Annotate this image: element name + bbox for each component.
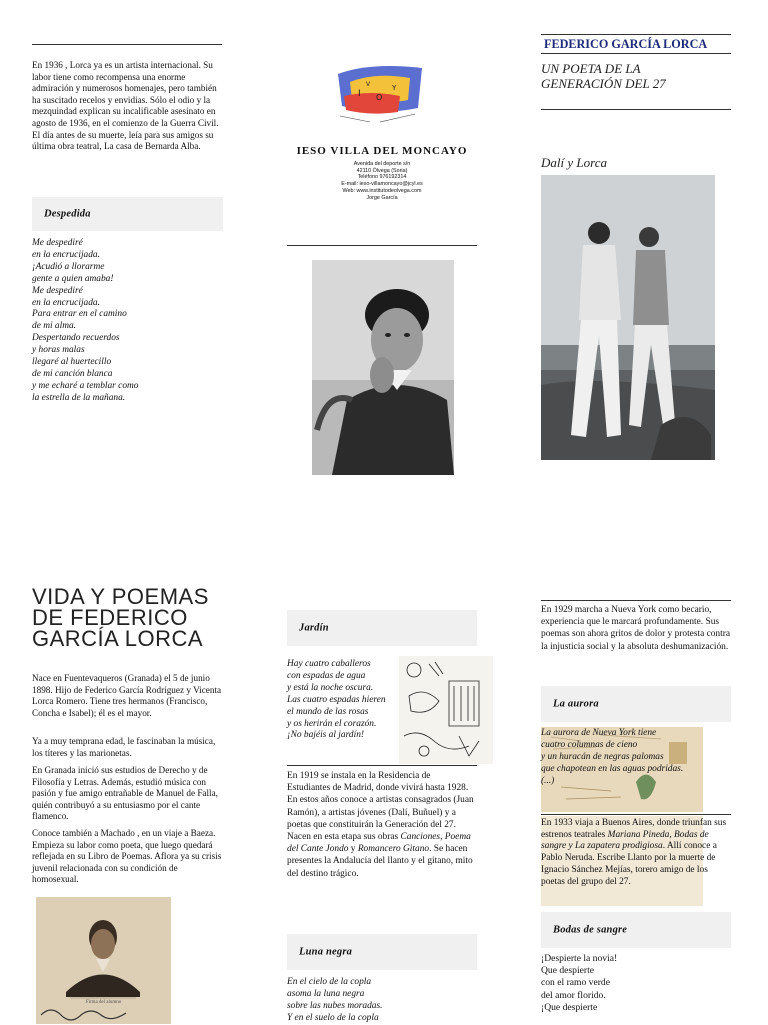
svg-text:I: I (358, 89, 361, 99)
bsas-text-end: . Allí conoce a Pablo Neruda. Escribe Llanto por la muerte de Ignacio Sánchez Mejías, torero amigo de los poetas del grupo del 27. (541, 841, 717, 887)
poem-line: ¡Acudió a llorarme (32, 261, 105, 272)
poem-line: ¡Despierte la novia! (541, 953, 618, 964)
residencia-romancero: Romancero Gitano (357, 844, 430, 855)
poet-name: FEDERICO GARCÍA LORCA (544, 37, 708, 51)
header-rule-bottom (541, 109, 731, 110)
luna-heading (287, 934, 477, 970)
poem-line: y horas malas (32, 345, 85, 356)
bsas-text: En 1933 viaja a Buenos Aires, donde triunfan sus estrenos teatrales (541, 818, 727, 840)
bsas-works: Mariana Pineda, Bodas de sangre y La zapatera prodigiosa (541, 829, 709, 852)
contact-line: 42110 Ólvega (Soria) (356, 167, 408, 174)
jardin-drawing (399, 656, 493, 764)
subtitle-line: UN POETA DE LA (541, 61, 641, 76)
machado-paragraph: Conoce también a Machado , en un viaje a Baeza. Empieza su labor como poeta, que luego quedará reflejada en su Libro de Poemas. Aflora ya su crisis juvenil relacionada con su condición de homosexual. (32, 828, 222, 885)
poem-line: sobre las nubes moradas. (287, 1000, 383, 1011)
lorca-portrait (312, 260, 454, 475)
residencia-text-and: y (348, 844, 358, 855)
aurora-heading (541, 686, 731, 722)
poem-line: Me despediré (32, 285, 83, 296)
poem-line: con el ramo verde (541, 977, 610, 989)
svg-text:O: O (376, 93, 383, 102)
studies-paragraph: En Granada inició sus estudios de Derecho y de Filosofía y Letras. Además, estudió música con pasión y fue amigo entrañable de Manuel de Falla, quién contribuyó a su entusiasmo por el cante flamenco. (32, 765, 218, 822)
poem-line: cuatro columnas de cieno (541, 739, 638, 750)
despedida-heading (32, 197, 223, 231)
subtitle-line: GENERACIÓN DEL 27 (541, 76, 666, 91)
poem-line: asoma la luna negra (287, 988, 365, 999)
jardin-heading (287, 610, 477, 646)
header-rule-top (541, 34, 731, 35)
aurora-rule (541, 814, 731, 815)
poem-line: la estrella de la mañana. (32, 392, 126, 403)
poem-line: Las cuatro espadas hieren (287, 694, 386, 705)
poem-line: llegaré al huertecillo (32, 357, 112, 368)
poem-line: Despertando recuerdos (32, 333, 120, 344)
poem-line: En el cielo de la copla (287, 977, 372, 987)
poem-line: en la encrucijada. (32, 249, 100, 260)
bodas-heading (541, 912, 731, 948)
buenosaires-paragraph (541, 818, 731, 888)
poem-line: de mi alma. (32, 321, 77, 332)
poem-line: y está la noche oscura. (287, 682, 374, 693)
svg-text:Y: Y (392, 84, 397, 92)
dali-caption: Dalí y Lorca (541, 155, 607, 170)
contact-rule (287, 245, 477, 246)
vida-title-line: DE FEDERICO (32, 605, 188, 630)
poem-line: Que despierte (541, 965, 595, 977)
svg-text:V: V (366, 81, 371, 88)
top-rule-col1 (32, 44, 222, 45)
childhood-paragraph: Ya a muy temprana edad, le fascinaban la música, los títeres y las marionetas. (32, 736, 216, 758)
poem-line: Hay cuatro caballeros (287, 659, 371, 669)
poem-line: que chapotean en las aguas podridas. (541, 763, 684, 774)
contact-line: Web: www.institutodeolvega.com (342, 187, 422, 194)
col3-mid-rule (541, 600, 731, 601)
poem-line: del amor florido. (541, 989, 606, 1001)
school-logo (330, 56, 430, 134)
despedida-poem (32, 238, 222, 405)
vida-title-line: VIDA Y POEMAS (32, 584, 209, 609)
poem-line: el mundo de las rosas (287, 706, 369, 717)
contact-line: Avenida del deporte s/n (353, 161, 411, 167)
poem-line: La aurora de Nueva York tiene (541, 728, 657, 738)
lorca-youth-photo (36, 897, 171, 1024)
poem-line: ¡Que despierte (541, 1001, 598, 1013)
poem-line: y os herirán el corazón. (287, 718, 377, 729)
poem-line: (...) (541, 775, 555, 786)
residencia-paragraph (287, 770, 475, 880)
contact-line: Jorge García (366, 194, 398, 201)
residencia-works: Canciones, Poema del Cante Jondo (287, 832, 471, 855)
poem-line: con espadas de agua (287, 670, 366, 681)
birth-paragraph: Nace en Fuentevaqueros (Granada) el 5 de junio 1898. Hijo de Federico García Rodríguez y Vicenta Lorca Romero. Tiene tres hermanos (Francisco, Concha e Isabel); él es el mayor. (32, 673, 222, 718)
poem-line: y me echaré a temblar como (32, 380, 139, 391)
bodas-title: Bodas de sangre (553, 924, 628, 936)
jardin-rule (287, 765, 477, 766)
poem-line: Y en el suelo de la copla (287, 1012, 379, 1023)
residencia-text: En 1919 se instala en la Residencia de Estudiantes de Madrid, donde vivirá hasta 1928. En estos años conoce a artistas consagrados (Juan Ramón), a artistas jóvenes (Dalí, Buñuel) y a poetas que constituirán la Generación del 27. Nacen en esta etapa sus obras (287, 771, 474, 843)
newyork-paragraph: En 1929 marcha a Nueva York como becario, experiencia que le marcará profundamente. Sus poemas son ahora gritos de dolor y protesta contra la injusticia social y la absoluta deshumanización. (541, 605, 731, 652)
bodas-poem (541, 953, 731, 1014)
poem-line: ¡No bajéis al jardín! (287, 730, 364, 741)
residencia-text-end: . Se hacen presentes la Andalucía del llanto y el gitano, mito del destino trágico. (287, 844, 473, 879)
school-name: IESO VILLA DEL MONCAYO (296, 145, 468, 157)
intro-paragraph: En 1936 , Lorca ya es un artista internacional. Su labor tiene como recompensa una enorme admiración y numerosos homenajes, pero también ha suscitado recelos y envidias. Sólo el odio y la mezquindad explican su incalificable asesinato en agosto de 1936, en el comienzo de la Guerra Civil. El día antes de su muerte, leía para sus amigos su última obra teatral, La casa de Bernarda Alba. (32, 60, 219, 152)
vida-title-line: GARCÍA LORCA (32, 626, 204, 651)
luna-title: Luna negra (299, 946, 353, 958)
poem-line: Me despediré (32, 238, 83, 248)
aurora-title: La aurora (553, 698, 599, 710)
vida-title (32, 586, 232, 649)
poem-line: gente a quien amaba! (32, 273, 114, 284)
poem-line: Para entrar en el camino (32, 309, 127, 320)
poem-line: y un huracán de negras palomas (541, 751, 664, 762)
poet-subtitle (541, 61, 731, 91)
poem-line: de mi canción blanca (32, 368, 113, 379)
contact-line: Teléfono 976192314 (357, 174, 407, 181)
photo-caption: Firma del alumno (85, 1000, 122, 1005)
aurora-poem (541, 728, 731, 788)
school-contact (282, 161, 482, 201)
jardin-poem (287, 659, 402, 742)
luna-poem (287, 977, 477, 1025)
poem-line: en la encrucijada. (32, 297, 100, 308)
contact-line: E-mail: ieso-villamoncayo@jcyl.es (341, 181, 423, 188)
jardin-title: Jardín (299, 622, 329, 634)
header-rule-mid (541, 53, 731, 54)
dali-lorca-photo (541, 175, 715, 460)
despedida-title: Despedida (44, 208, 91, 220)
